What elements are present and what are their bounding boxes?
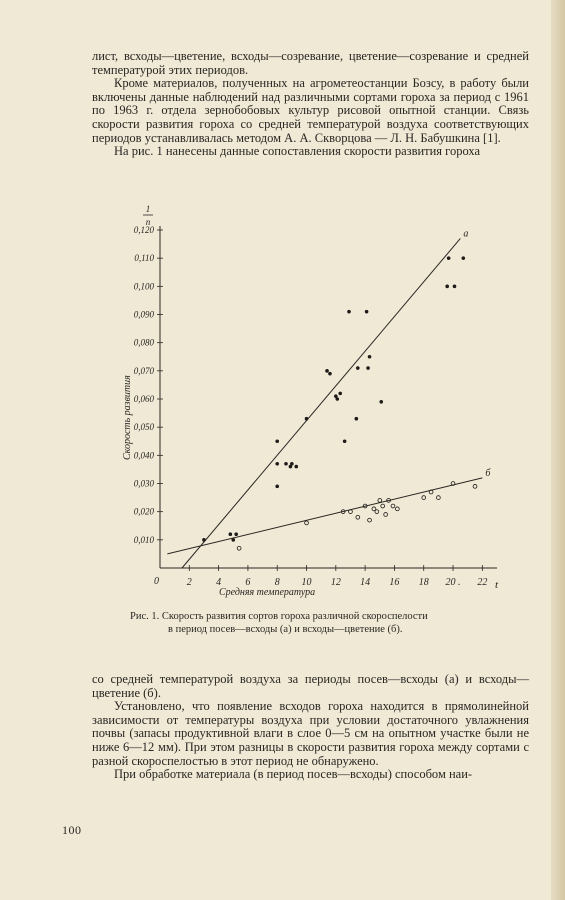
y-tick-label: 0,070 (133, 365, 154, 376)
y-tick-label: 0,090 (133, 309, 154, 320)
data-point-filled (275, 439, 279, 443)
data-point-filled (366, 366, 370, 370)
trend-line-a (182, 238, 460, 568)
x-tick-label: 6 (245, 577, 251, 588)
x-tick-label: 10 (301, 577, 312, 588)
data-point-open (395, 507, 399, 511)
data-point-open (356, 515, 360, 519)
data-point-filled (445, 285, 449, 289)
data-point-open (391, 504, 395, 508)
y-tick-label: 0,040 (133, 450, 154, 461)
paragraph: лист, всходы—цветение, всходы—созревание, цветение—созревание и средней температурой этих периодов. (92, 49, 529, 77)
y-tick-label: 0,050 (133, 422, 154, 433)
y-axis-symbol-denominator: n (145, 217, 151, 227)
paragraph: Кроме материалов, полученных на агрометеостанции Бозсу, в работу были включены данные наблюдений над различными сортами гороха за период с 1961 по 1963 г. отдела зернобобовых культур рисовой опытной станции. Связь скорости развития гороха со средней температурой воздуха соответствующих периодов устанавливалась методом А. А. Скворцова — Л. Н. Бабушкина [1]. (92, 76, 529, 145)
x-tick-label: 12 (330, 577, 341, 588)
x-tick-label: 14 (360, 577, 371, 588)
data-point-open (384, 513, 388, 517)
y-tick-label: 0,080 (133, 337, 154, 348)
paragraph: При обработке материала (в период посев—всходы) способом наи- (114, 767, 473, 782)
data-point-open (237, 546, 241, 550)
data-point-open (349, 510, 353, 514)
body-text-top (92, 50, 529, 159)
data-point-open (422, 496, 426, 500)
data-point-filled (355, 417, 359, 421)
figure-chart (0, 195, 540, 605)
data-point-open (368, 518, 372, 522)
trend-line-b (167, 478, 482, 554)
data-point-open (375, 510, 379, 514)
data-point-filled (305, 417, 309, 421)
data-point-filled (368, 355, 372, 359)
data-point-filled (462, 256, 466, 260)
y-tick-label: 0,120 (133, 225, 154, 235)
x-axis-symbol: t (495, 579, 499, 591)
y-tick-label: 0,030 (133, 478, 154, 489)
data-point-open (473, 484, 477, 488)
y-axis-label: Скорость развития (122, 375, 133, 460)
paragraph: Установлено, что появление всходов гороха находится в прямолинейной зависимости от температуры воздуха при условии достаточного увлажнения почвы (запасы продуктивной влаги в слое 0—5 см на опытном участке были не ниже 6—12 мм). При этом разницы в скорости развития гороха между сортами с разной скороспелостью в этот период не обнаружено. (92, 699, 529, 768)
y-tick-label: 0,020 (133, 506, 154, 517)
page-number: 100 (62, 823, 82, 837)
data-point-filled (284, 462, 288, 466)
x-tick-label: 18 (418, 577, 429, 588)
data-point-filled (328, 372, 332, 376)
paragraph: На рис. 1 нанесены данные сопоставления скорости развития гороха (114, 144, 481, 159)
x-tick-label: 2 (186, 577, 192, 588)
x-tick-label: 20 . (445, 577, 461, 588)
x-tick-label: 16 (389, 577, 400, 588)
data-point-open (378, 499, 382, 503)
data-point-filled (335, 397, 339, 401)
data-point-open (305, 521, 309, 525)
data-point-filled (290, 462, 294, 466)
data-point-open (436, 496, 440, 500)
series-label: а (463, 228, 469, 240)
caption-line-2: в период посев—всходы (а) и всходы—цветение (б). (168, 623, 403, 635)
data-point-filled (275, 485, 279, 489)
data-point-filled (338, 392, 342, 396)
data-point-filled (229, 532, 233, 536)
data-point-filled (447, 256, 451, 260)
paragraph: со средней температурой воздуха за периоды посев—всходы (а) и всходы—цветение (б). (92, 672, 529, 700)
data-point-filled (379, 400, 383, 404)
data-point-filled (234, 532, 238, 536)
chart-plot-area (134, 225, 497, 588)
data-point-filled (325, 369, 329, 373)
x-tick-label: 4 (216, 577, 222, 588)
data-point-filled (202, 538, 206, 542)
x-tick-label: 22 (477, 577, 488, 588)
caption-line-1: Рис. 1. Скорость развития сортов гороха различной скороспелости (130, 611, 428, 622)
y-tick-label: 0,060 (133, 394, 154, 404)
y-axis-symbol-numerator: 1 (145, 204, 151, 214)
origin-label: 0 (154, 576, 159, 587)
data-point-filled (356, 366, 360, 370)
x-axis-label: Средняя температура (219, 587, 316, 598)
data-point-filled (347, 310, 351, 314)
y-tick-label: 0,100 (133, 281, 154, 292)
data-point-open (381, 504, 385, 508)
y-tick-label: 0,010 (133, 534, 154, 545)
data-point-filled (275, 462, 279, 466)
data-point-filled (343, 439, 347, 443)
data-point-filled (365, 310, 369, 314)
x-tick-label: 8 (274, 577, 280, 588)
y-tick-label: 0,110 (134, 253, 154, 264)
data-point-filled (294, 465, 298, 469)
figure-caption (130, 611, 510, 636)
data-point-filled (453, 285, 457, 289)
page-edge-shadow (551, 0, 565, 900)
series-label: б (485, 467, 491, 479)
body-text-bottom (92, 673, 529, 782)
